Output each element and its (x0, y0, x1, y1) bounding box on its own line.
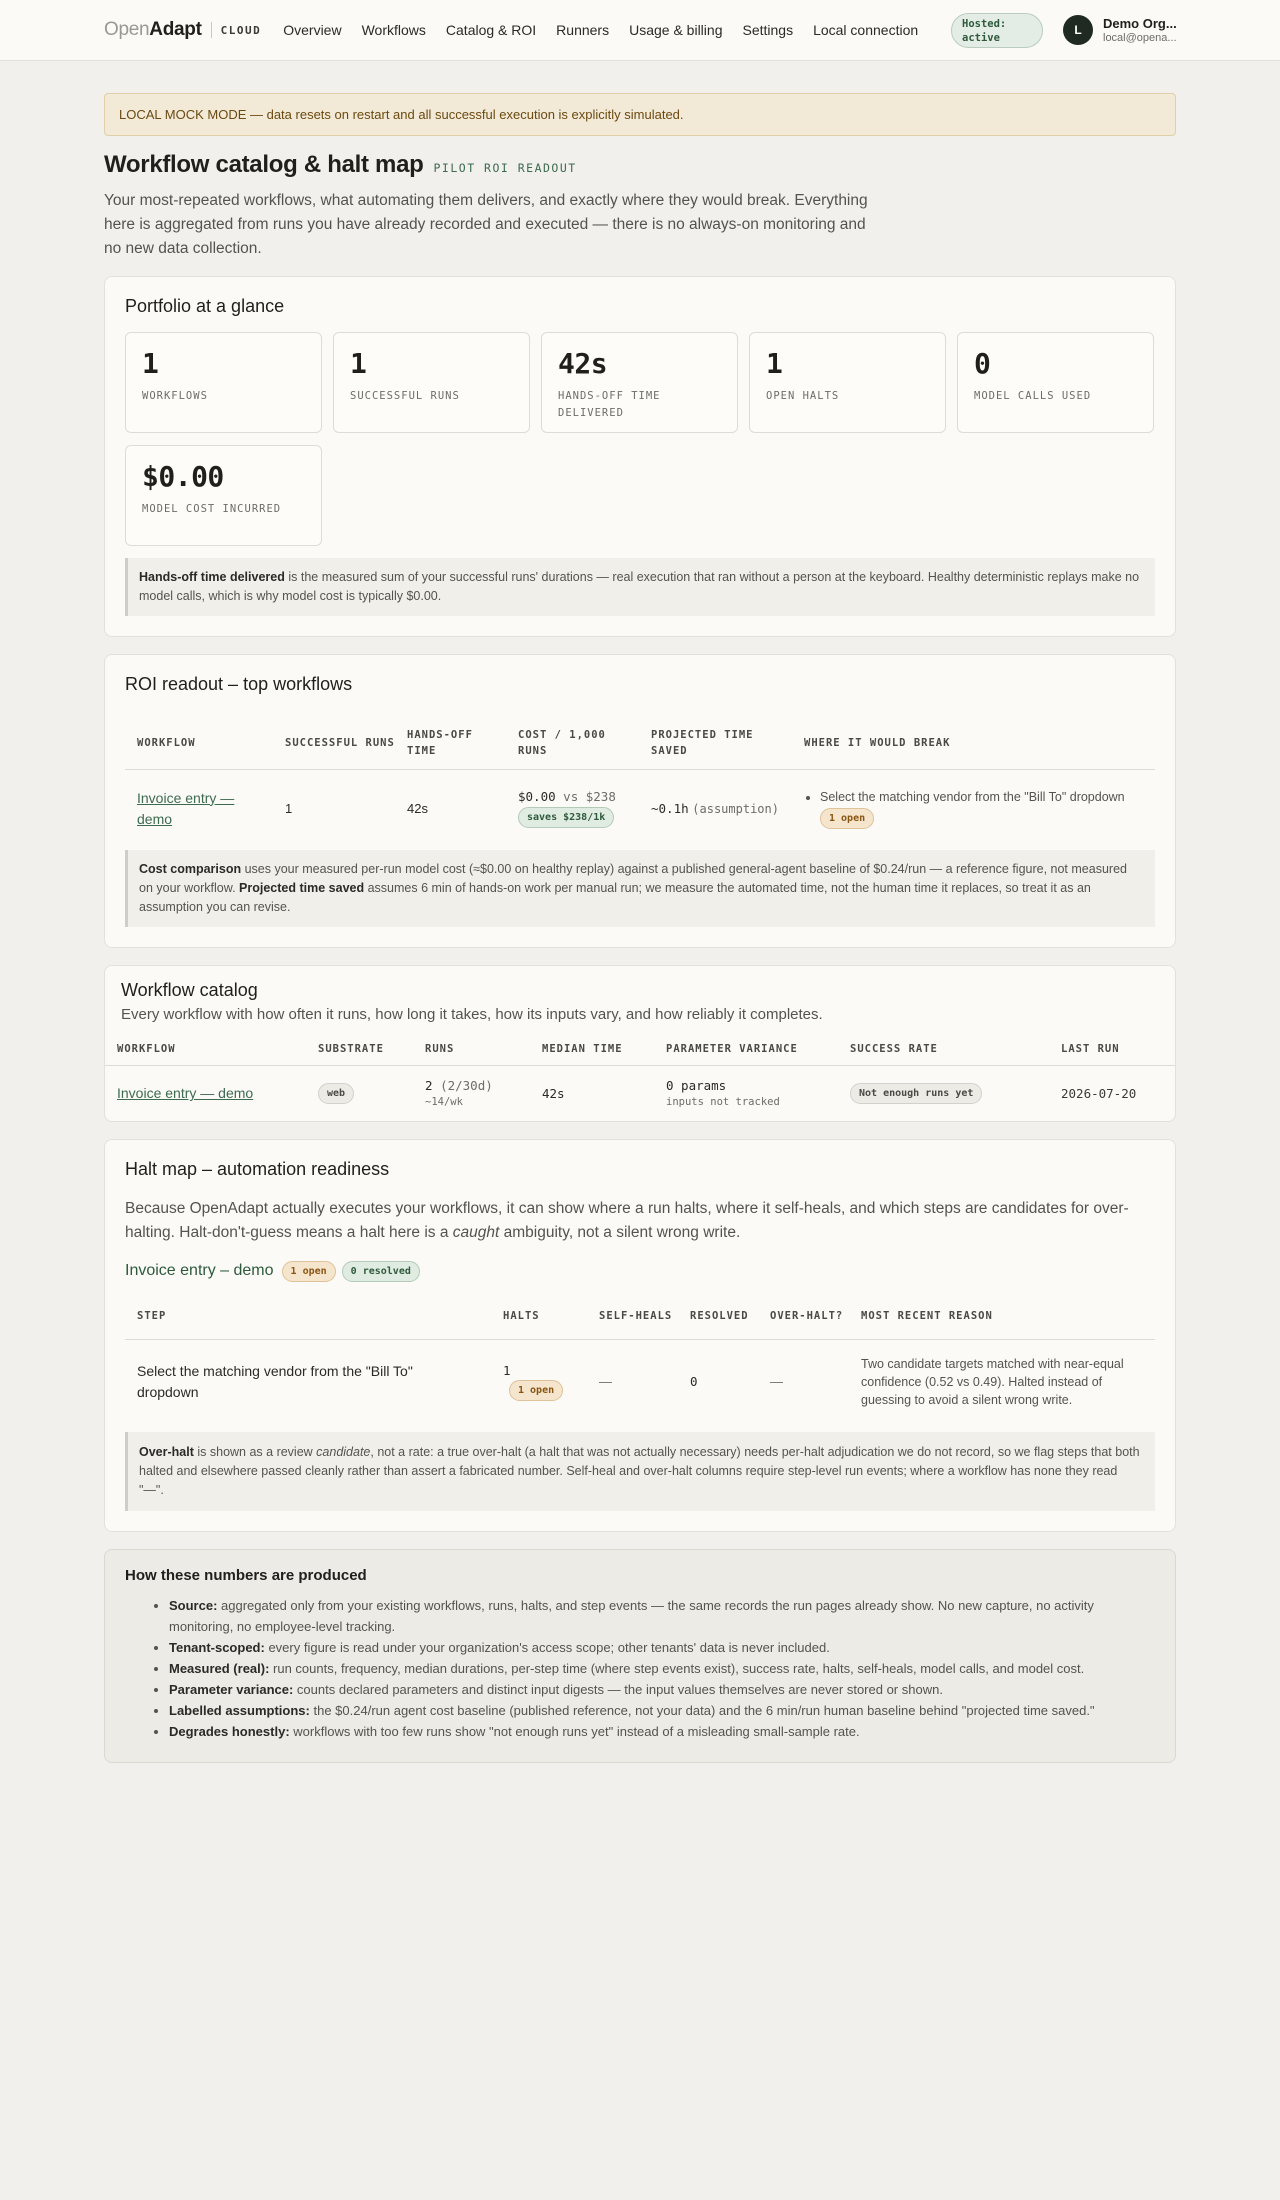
methodology-card (104, 1549, 1176, 1763)
item-label: Labelled assumptions: (169, 1702, 310, 1718)
cost-value: $0.00 (518, 789, 556, 805)
params-note: inputs not tracked (666, 1096, 780, 1109)
nav-catalog-roi[interactable]: Catalog & ROI (445, 22, 537, 38)
portfolio-card (104, 276, 1176, 637)
list-item (169, 1637, 1155, 1658)
col-self-heals: SELF-HEALS (587, 1294, 678, 1340)
list-item (169, 1658, 1155, 1679)
list-item (169, 1679, 1155, 1700)
avatar[interactable]: L (1063, 15, 1093, 45)
item-text: workflows with too few runs show "not enough runs yet" instead of a misleading small-sample rate. (289, 1723, 860, 1739)
cost-cell (506, 769, 639, 848)
resolved-badge: 0 resolved (342, 1261, 420, 1282)
note-text: is shown as a review (193, 1444, 317, 1459)
methodology-list (125, 1595, 1155, 1742)
item-label: Degrades honestly: (169, 1723, 290, 1739)
user-name: Demo Org... (1103, 16, 1177, 31)
col-step: STEP (125, 1294, 491, 1340)
break-cell (792, 769, 1155, 848)
success-rate-badge: Not enough runs yet (850, 1083, 982, 1104)
cost-comparison-note (125, 850, 1155, 927)
halts-count: 1 (503, 1362, 511, 1378)
projected-value: ~0.1h (651, 801, 689, 817)
reason-cell: Two candidate targets matched with near-equal confidence (0.52 vs 0.49). Halted instead of guessing to avoid a silent wrong write. (861, 1356, 1124, 1407)
substrate-badge: web (318, 1083, 354, 1104)
runs-window: (2/30d) (440, 1078, 493, 1094)
nav-usage-billing[interactable]: Usage & billing (629, 22, 723, 38)
halt-map-card (104, 1139, 1176, 1532)
col-over-halt: OVER-HALT? (758, 1294, 849, 1340)
stat-hands-off-time (541, 332, 738, 433)
break-step: Select the matching vendor from the "Bill To" dropdown (820, 790, 1125, 805)
saves-badge: saves $238/1k (518, 807, 614, 828)
stat-model-cost (125, 445, 322, 546)
item-label: Tenant-scoped: (169, 1639, 265, 1655)
col-workflow: WORKFLOW (105, 1041, 306, 1066)
col-parameter-variance: PARAMETER VARIANCE (654, 1041, 838, 1066)
list-item (169, 1700, 1155, 1721)
brand-adapt: Adapt (149, 19, 202, 40)
brand-cloud: CLOUD (220, 23, 262, 37)
stat-label: OPEN HALTS (766, 390, 840, 402)
workflow-link[interactable]: Invoice entry — demo (137, 789, 235, 827)
item-label: Parameter variance: (169, 1681, 294, 1697)
hands-off-time-cell: 42s (407, 801, 428, 817)
catalog-title: Workflow catalog (121, 980, 258, 1000)
top-nav (0, 0, 1280, 61)
col-reason: MOST RECENT REASON (849, 1294, 1155, 1340)
col-median-time: MEDIAN TIME (530, 1041, 654, 1066)
stat-successful-runs (333, 332, 530, 433)
catalog-card (104, 965, 1176, 1122)
table-row (105, 1066, 1175, 1121)
brand-divider (211, 22, 212, 38)
halt-map-description (125, 1197, 1155, 1245)
resolved-cell: 0 (690, 1374, 698, 1390)
runs-cell (413, 1066, 530, 1121)
halt-map-title: Halt map – automation readiness (125, 1158, 390, 1179)
step-cell: Select the matching vendor from the "Bill To" dropdown (137, 1362, 413, 1400)
table-header-row (125, 1294, 1155, 1340)
hosted-status-badge: Hosted: active (951, 13, 1043, 48)
stat-value: $0.00 (142, 460, 224, 493)
page-description: Your most-repeated workflows, what automating them delivers, and exactly where they would break. Everything here is aggregated from runs you have already recorded and executed — there is no always-on monitoring and no new data collection. (104, 192, 868, 257)
item-text: run counts, frequency, median durations, per-step time (where step events exist), success rate, halts, self-heals, model calls, and model cost. (269, 1660, 1085, 1676)
workflow-link[interactable]: Invoice entry — demo (117, 1085, 254, 1102)
nav-local-connection[interactable]: Local connection (813, 22, 919, 38)
halt-table (125, 1294, 1155, 1424)
halt-workflow-header (125, 1261, 1155, 1282)
table-header-row (105, 1041, 1175, 1066)
halts-open-badge: 1 open (509, 1380, 563, 1401)
roi-title: ROI readout – top workflows (125, 674, 353, 694)
note-bold: Hands-off time delivered (139, 570, 285, 584)
list-item (169, 1595, 1155, 1637)
note-emphasis: candidate (316, 1444, 371, 1459)
item-text: counts declared parameters and distinct input digests — the input values themselves are never stored or shown. (293, 1681, 943, 1697)
catalog-table (105, 1041, 1175, 1121)
item-label: Measured (real): (169, 1660, 270, 1676)
open-halts-badge: 1 open (282, 1261, 336, 1282)
last-run-cell: 2026-07-20 (1061, 1085, 1137, 1101)
note-bold: Cost comparison (139, 862, 242, 876)
over-halt-cell: — (770, 1374, 783, 1390)
catalog-subtitle: Every workflow with how often it runs, how long it takes, how its inputs vary, and how reliably it completes. (121, 1006, 823, 1023)
stat-label: HANDS-OFF TIME DELIVERED (558, 390, 661, 419)
cost-vs: vs $238 (563, 789, 616, 805)
page-tag: PILOT ROI READOUT (433, 161, 577, 175)
note-text: , not a rate: a true over-halt (a halt that was not actually necessary) needs per-halt adjudication we do not record, so we flag steps that both halted and elsewhere passed cleanly rather than assert a fabricated number. Self-heal and over-halt columns require step-level run events; where a workflow has none they read "—". (139, 1444, 1140, 1497)
params-count: 0 params (666, 1078, 727, 1094)
nav-settings[interactable]: Settings (742, 22, 794, 38)
halts-cell (491, 1340, 587, 1424)
note-bold: Over-halt (139, 1444, 194, 1459)
open-halt-badge: 1 open (820, 808, 874, 829)
stat-model-calls (957, 332, 1154, 433)
stat-label: MODEL CALLS USED (974, 390, 1092, 402)
stat-value: 0 (974, 347, 991, 380)
table-header-row (125, 717, 1155, 769)
page-title: Workflow catalog & halt map (104, 151, 424, 178)
hands-off-note (125, 558, 1155, 616)
over-halt-note (125, 1432, 1155, 1511)
runs-rate: ~14/wk (425, 1096, 463, 1109)
item-text: the $0.24/run agent cost baseline (published reference, not your data) and the 6 min/run human baseline behind "projected time saved." (309, 1702, 1095, 1718)
nav-overview[interactable]: Overview (283, 22, 342, 38)
stat-grid (125, 332, 1155, 558)
note-text: uses your measured per-run model cost (≈$0.00 on healthy replay) against a published general-agent baseline of $0.24/run — a reference figure, not measured on your workflow. (139, 862, 1127, 895)
col-cost-per-1000: COST / 1,000 RUNS (506, 717, 639, 769)
note-text: is the measured sum of your successful runs' durations — real execution that ran without a person at the keyboard. Healthy deterministic replays make no model calls, which is why model cost is typically $0.00. (139, 570, 1140, 603)
stat-workflows (125, 332, 322, 433)
nav-links (283, 22, 938, 38)
col-workflow: WORKFLOW (125, 717, 273, 769)
note-bold: Projected time saved (239, 881, 365, 895)
col-projected-time: PROJECTED TIME SAVED (639, 717, 792, 769)
self-heals-cell: — (599, 1374, 612, 1390)
col-resolved: RESOLVED (678, 1294, 758, 1340)
nav-runners[interactable]: Runners (556, 22, 610, 38)
stat-value: 1 (350, 347, 367, 380)
stat-open-halts (749, 332, 946, 433)
stat-label: SUCCESSFUL RUNS (350, 390, 460, 402)
stat-value: 1 (142, 347, 159, 380)
brand-open: Open (104, 19, 150, 40)
brand-logo[interactable] (104, 19, 261, 41)
item-text: aggregated only from your existing workflows, runs, halts, and step events — the same records the run pages already show. No new capture, no activity monitoring, no employee-level tracking. (169, 1597, 1094, 1634)
projected-note: (assumption) (692, 802, 779, 817)
mock-mode-banner: LOCAL MOCK MODE — data resets on restart and all successful execution is explicitly simulated. (104, 93, 1176, 136)
portfolio-title: Portfolio at a glance (125, 296, 285, 316)
col-where-break: WHERE IT WOULD BREAK (792, 717, 1155, 769)
col-substrate: SUBSTRATE (306, 1041, 413, 1066)
note-text: assumes 6 min of hands-on work per manual run; we measure the automated time, not the human time it replaces, so treat it as an assumption you can revise. (139, 881, 1091, 914)
median-time-cell: 42s (542, 1085, 565, 1101)
col-successful-runs: SUCCESSFUL RUNS (273, 717, 395, 769)
table-row (125, 1340, 1155, 1424)
user-menu[interactable] (1103, 16, 1177, 44)
projected-cell (639, 769, 792, 848)
nav-workflows[interactable]: Workflows (361, 22, 426, 38)
item-label: Source: (169, 1597, 218, 1613)
break-item (820, 788, 1155, 829)
stat-value: 42s (558, 347, 608, 380)
stat-label: WORKFLOWS (142, 390, 208, 402)
list-item (169, 1721, 1155, 1742)
table-row (125, 769, 1155, 848)
col-last-run: LAST RUN (1049, 1041, 1175, 1066)
halt-workflow-name: Invoice entry – demo (125, 1262, 274, 1279)
desc-text: Because OpenAdapt actually executes your workflows, it can show where a run halts, where it self-heals, and which steps are candidates for over-halting. Halt-don't-guess means a halt here is a (125, 1199, 1129, 1241)
stat-label: MODEL COST INCURRED (142, 503, 282, 515)
stat-value: 1 (766, 347, 783, 380)
col-runs: RUNS (413, 1041, 530, 1066)
user-email: local@opena... (1103, 32, 1177, 44)
item-text: every figure is read under your organization's access scope; other tenants' data is never included. (264, 1639, 830, 1655)
methodology-title: How these numbers are produced (125, 1566, 367, 1584)
col-success-rate: SUCCESS RATE (838, 1041, 1049, 1066)
col-halts: HALTS (491, 1294, 587, 1340)
col-hands-off-time: HANDS-OFF TIME (395, 717, 506, 769)
successful-runs-cell: 1 (285, 801, 293, 817)
roi-table (125, 717, 1155, 848)
desc-emphasis: caught (452, 1223, 500, 1241)
roi-card (104, 654, 1176, 948)
param-variance-cell (654, 1066, 838, 1121)
runs-count: 2 (425, 1078, 433, 1094)
desc-text: ambiguity, not a silent wrong write. (499, 1223, 741, 1241)
